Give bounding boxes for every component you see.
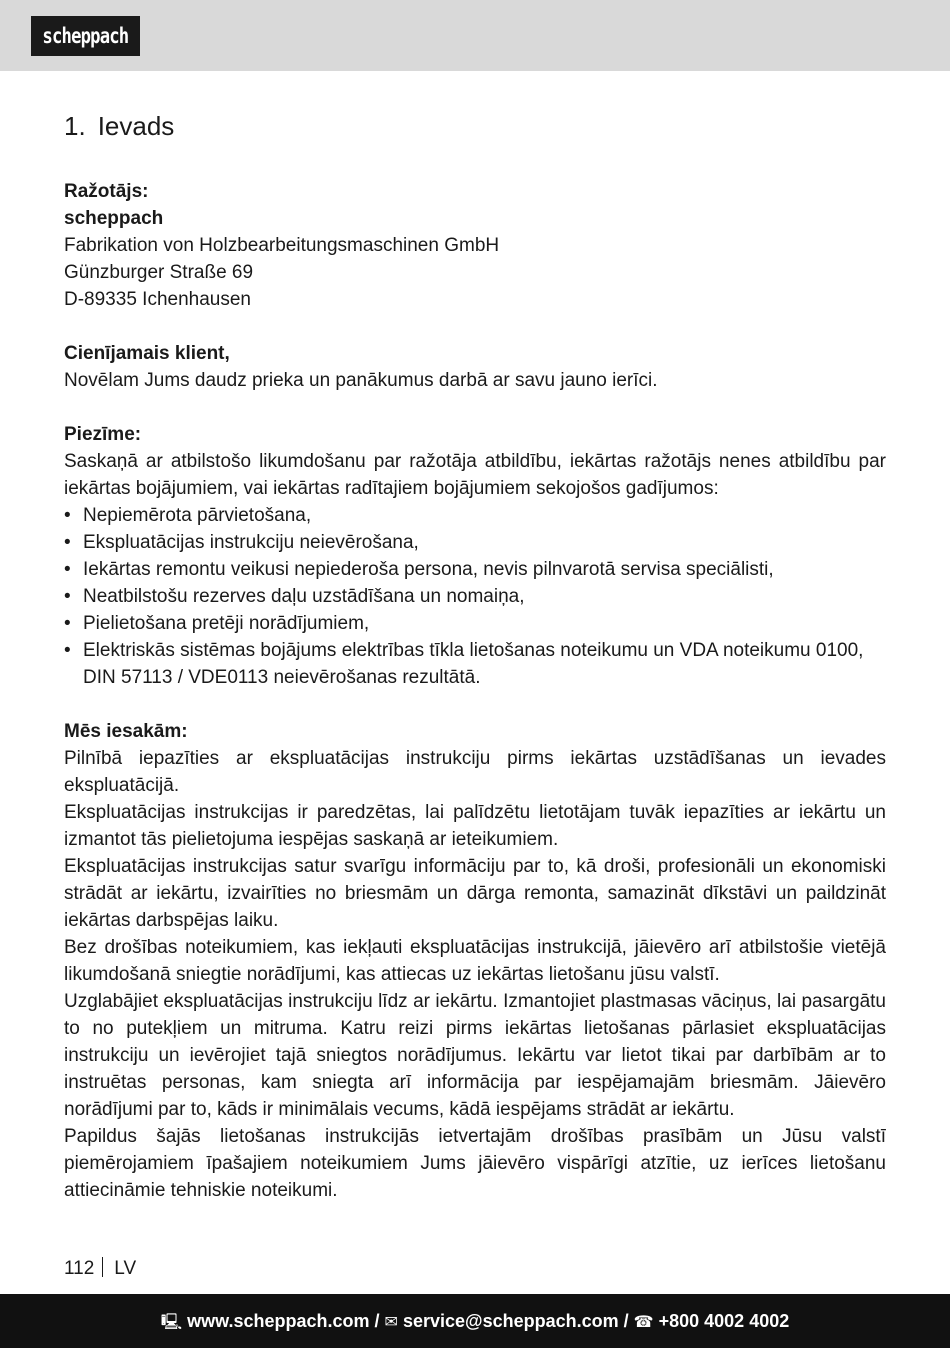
recommend-paragraph: Uzglabājiet ekspluatācijas instrukciju līdz ar iekārtu. Izmantojiet plastmasas vāciņus, lai pasargātu to no putekļiem un mitruma. Katru reizi pirms iekārtas lietošanas pārlasiet ekspluatācijas instrukciju un ievērojiet tajā sniegtos norādījumus. Iekārtu var lietot tikai par darbībām ar to instruētas personas, kam sniegta arī informācija par iespējamajām briesmām. Jāievēro norādījumi par to, kāds ir minimālais vecums, kādā iespējams strādāt ar iekārtu. — [64, 991, 886, 1120]
bullet-icon: • — [64, 505, 71, 526]
page-language: LV — [114, 1258, 137, 1279]
main-content — [64, 108, 886, 1204]
note-label: Piezīme: — [64, 424, 142, 445]
bullet-icon: • — [64, 586, 71, 607]
footer-email-link[interactable]: service@scheppach.com — [402, 1311, 619, 1331]
note-bullet-list — [64, 502, 886, 691]
recommend-paragraph: Ekspluatācijas instrukcijas satur svarīgu informāciju par to, kā droši, profesionāli un ekonomiski strādāt ar iekārtu, izvairīties no briesmām un dārga remonta, samazināt dīkstāvi un paildzināt iekārtas darbspējas laiku. — [64, 856, 886, 931]
footer-separator: / — [623, 1311, 629, 1331]
list-item: • Neatbilstošu rezerves daļu uzstādīšana un nomaiņa, — [64, 583, 886, 610]
list-item: • Pielietošana pretēji norādījumiem, — [64, 610, 886, 637]
list-item: • Elektriskās sistēmas bojājums elektrības tīkla lietošanas noteikumu un VDA noteikumu 0100, DIN 57113 / VDE0113 neievērošanas rezultātā. — [64, 637, 886, 691]
manufacturer-name: scheppach — [64, 208, 164, 229]
manufacturer-city: D-89335 Ichenhausen — [64, 289, 251, 310]
list-item: • Ekspluatācijas instrukciju neievērošana, — [64, 529, 886, 556]
bullet-icon: • — [64, 640, 71, 661]
recommend-paragraph: Papildus šajās lietošanas instrukcijās ietvertajām drošības prasībām un Jūsu valstī piemērojamiem īpašajiem noteikumiem Jums jāievēro vispārīgi atzītie, uz ierīces lietošanu attiecināmie tehniskie noteikumi. — [64, 1126, 886, 1201]
header-bar — [0, 0, 950, 71]
note-intro: Saskaņā ar atbilstošo likumdošanu par ražotāja atbildību, iekārtas ražotājs nenes atbildību par iekārtas bojājumiem, vai iekārtas radītajiem bojājumiem sekojošos gadījumos: — [64, 451, 886, 499]
footer-separator: / — [374, 1311, 380, 1331]
scheppach-logo: scheppach — [31, 16, 140, 56]
bullet-icon: • — [64, 613, 71, 634]
greeting-label: Cienījamais klient, — [64, 343, 230, 364]
phone-icon: ☎ — [633, 1314, 654, 1331]
list-item: • Iekārtas remontu veikusi nepiederoša persona, nevis pilnvarotā servisa speciālisti, — [64, 556, 886, 583]
footer-website-link[interactable]: www.scheppach.com — [187, 1311, 370, 1331]
recommend-label: Mēs iesakām: — [64, 721, 188, 742]
section-number: 1. — [64, 111, 86, 141]
greeting-text: Novēlam Jums daudz prieka un panākumus darbā ar savu jauno ierīci. — [64, 370, 658, 391]
recommend-paragraph: Pilnībā iepazīties ar ekspluatācijas instrukciju pirms iekārtas uzstādīšanas un ievades ekspluatācijā. — [64, 748, 886, 796]
bullet-icon: • — [64, 532, 71, 553]
footer-bar — [0, 1294, 950, 1348]
computer-icon: 🖳 — [160, 1314, 183, 1331]
bullet-icon: • — [64, 559, 71, 580]
mail-icon: ✉ — [384, 1314, 398, 1331]
page-number-value: 112 — [64, 1258, 95, 1279]
page-divider — [102, 1257, 103, 1277]
list-item: • Nepiemērota pārvietošana, — [64, 502, 886, 529]
manufacturer-street: Günzburger Straße 69 — [64, 262, 254, 283]
manufacturer-company: Fabrikation von Holzbearbeitungsmaschinen GmbH — [64, 235, 500, 256]
page-number — [64, 1256, 136, 1282]
section-heading — [64, 108, 886, 144]
section-title: Ievads — [97, 111, 175, 141]
manufacturer-label: Ražotājs: — [64, 181, 149, 202]
recommend-paragraph: Bez drošības noteikumiem, kas iekļauti ekspluatācijas instrukcijā, jāievēro arī atbilstošie vietējā likumdošanā sniegtie norādījumi, kas attiecas uz iekārtas lietošanu jūsu valstī. — [64, 937, 886, 985]
footer-phone-link[interactable]: +800 4002 4002 — [658, 1311, 790, 1331]
recommend-paragraph: Ekspluatācijas instrukcijas ir paredzētas, lai palīdzētu lietotājam tuvāk iepazīties ar iekārtu un izmantot tās pielietojuma iespējas saskaņā ar ieteikumiem. — [64, 802, 886, 850]
